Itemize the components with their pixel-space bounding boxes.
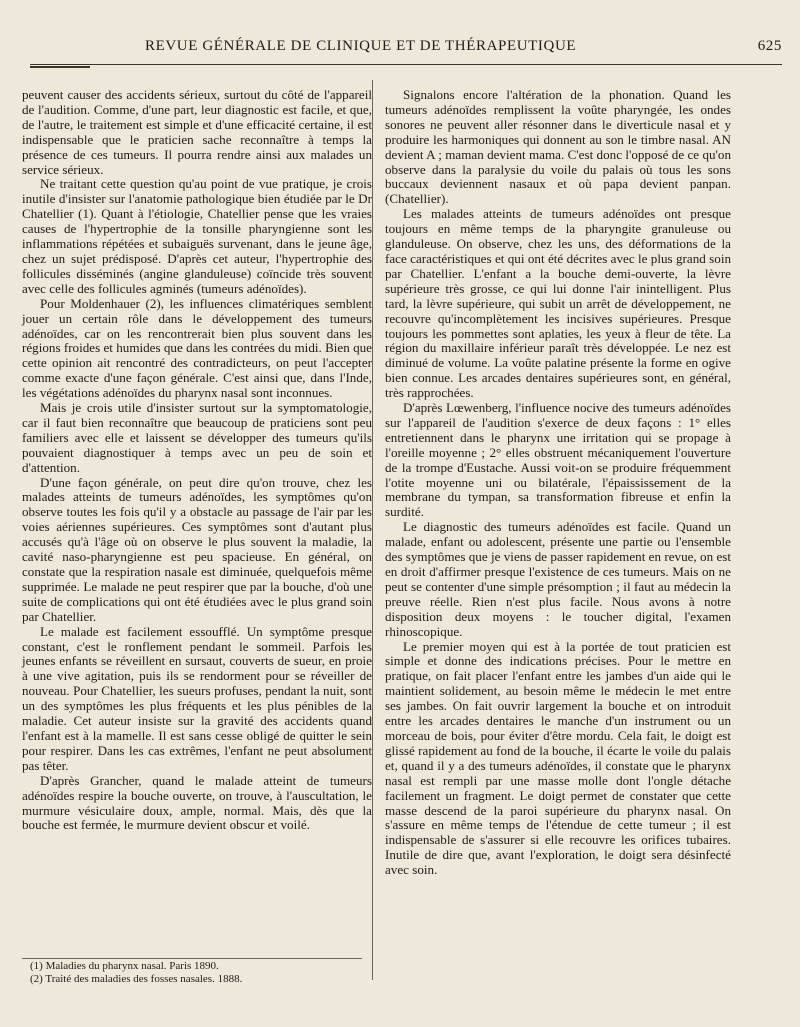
paragraph: peuvent causer des accidents sérieux, surtout du côté de l'appareil de l'audition. Comme, d'une part, leur diagnostic est facile, et que, de l'autre, le traitement est simple et d'une efficacité certaine, il est indispensable que le praticien sache reconnaître à temps la présence de ces tumeurs. Il pourra rendre ainsi aux malades un service sérieux. [22, 87, 372, 177]
header-rule [30, 64, 782, 65]
paragraph: D'après Lœwenberg, l'influence nocive des tumeurs adénoïdes sur l'appareil de l'audition s'exerce de deux façons : 1° elles entretiennent dans le pharynx une irritation qui se propage à l'oreille moyenne ; 2° elles obstruent mécaniquement l'ouverture de la trompe d'Eustache. Aussi voit-on se produire fréquemment l'otite moyenne uni ou bilatérale, l'épaississement de la membrane du tympan, sa transformation fibreuse et enfin la surdité. [385, 400, 731, 520]
running-header [30, 36, 782, 60]
paragraph: D'une façon générale, on peut dire qu'on trouve, chez les malades atteints de tumeurs adénoïdes, les symptômes qu'on observe toutes les fois qu'il y a obstacle au passage de l'air par les voies aériennes supérieures. Ces symptômes sont d'autant plus accusés qu'à l'âge où on observe le plus souvent la maladie, la cavité naso-pharyngienne est peu spacieuse. En général, on constate que la respiration nasale est diminuée, quelquefois même supprimée. Le malade ne peut respirer que par la bouche, d'où une suite de complications qui ont été étudiées avec le plus grand soin par Chatellier. [22, 474, 372, 624]
paragraph: Pour Moldenhauer (2), les influences climatériques semblent jouer un certain rôle dans le développement des tumeurs adénoïdes, car on les rencontrerait bien plus souvent dans les régions froides et humides que dans les contrées du midi. Bien que cette opinion ait rencontré des contradicteurs, on peut l'accepter comme exacte d'une façon générale. C'est ainsi que, dans l'Inde, les végétations adénoïdes du pharynx nasal sont inconnues. [22, 295, 372, 401]
left-column [22, 88, 372, 833]
journal-title: REVUE GÉNÉRALE DE CLINIQUE ET DE THÉRAPEUTIQUE [145, 38, 577, 54]
paragraph: Les malades atteints de tumeurs adénoïdes ont presque toujours en même temps de la pharyngite granuleuse ou glanduleuse. On observe, chez les uns, des déformations de la face caractéristiques et qui ont été décrites avec le plus grand soin par Chatellier. L'enfant a la bouche demi-ouverte, la lèvre supérieure très grosse, ce qui lui donne l'air inintelligent. Plus tard, la lèvre supérieure, qui subit un arrêt de développement, ne recouvre qu'incomplètement les incisives supérieures. Presque toujours les pommettes sont aplaties, les yeux à fleur de tête. La région du maxillaire inférieur paraît très développée. Le nez est diminué de volume. La voûte palatine présente la forme en ogive bien connue. Les arcades dentaires supérieures sont, en général, très rapprochées. [385, 206, 731, 401]
paragraph: Signalons encore l'altération de la phonation. Quand les tumeurs adénoïdes remplissent la voûte pharyngée, les ondes sonores ne peuvent aller résonner dans le diverticule nasal et y produire les harmoniques qui donnent au son le timbre nasal. AN devient A ; maman devient mama. C'est donc l'opposé de ce qu'on observe dans la paralysie du voile du palais où tous les sons buccaux deviennent nasaux et où papa devient panpan. (Chatellier). [385, 87, 731, 207]
paragraph: D'après Grancher, quand le malade atteint de tumeurs adénoïdes respire la bouche ouverte, on trouve, à l'auscultation, le murmure vésiculaire doux, ample, normal. Mais, dès que la bouche est fermée, le murmure devient obscur et voilé. [22, 772, 372, 833]
paragraph: Le malade est facilement essoufflé. Un symptôme presque constant, c'est le ronflement pendant le sommeil. Parfois les jeunes enfants se réveillent en sursaut, couverts de sueur, en proie à une vive agitation, puis ils se rendorment pour se réveiller de nouveau. Pour Chatellier, les sueurs profuses, pendant la nuit, sont un des symptômes les plus fréquents et les plus pénibles de la maladie. Cet auteur insiste sur la gravité des accidents quand l'enfant est à la mamelle. Il est sans cesse obligé de quitter le sein pour respirer. Dans les cas extrêmes, l'enfant ne peut absolument pas têter. [22, 623, 372, 773]
footnote: (1) Maladies du pharynx nasal. Paris 1890. [30, 960, 219, 972]
footnote: (2) Traité des maladies des fosses nasales. 1888. [30, 973, 243, 985]
footnote-rule [22, 958, 362, 959]
page-number: 625 [757, 38, 782, 54]
paragraph: Le diagnostic des tumeurs adénoïdes est facile. Quand un malade, enfant ou adolescent, présente une partie ou l'ensemble des symptômes que je viens de passer rapidement en revue, on est en droit d'affirmer presque l'existence de ces tumeurs. Mais on ne peut se contenter d'une simple présomption ; il faut au médecin la preuve réelle. Rien n'est plus facile. Nous avons à notre disposition deux moyens : le toucher digital, l'examen rhinoscopique. [385, 519, 731, 639]
paragraph: Mais je crois utile d'insister surtout sur la symptomatologie, car il faut bien reconnaître que beaucoup de praticiens sont peu familiers avec elle et laissent se développer des tumeurs qu'ils pouvaient diagnostiquer à temps avec un peu de soin et d'attention. [22, 400, 372, 475]
footnotes [22, 960, 362, 986]
right-column [385, 88, 731, 878]
column-divider [372, 80, 373, 980]
paragraph: Ne traitant cette question qu'au point de vue pratique, je crois inutile d'insister sur l'anatomie pathologique bien étudiée par le Dr Chatellier (1). Quant à l'étiologie, Chatellier pense que les vraies causes de l'hypertrophie de la tonsille pharyngienne sont les inflammations répétées et subaiguës survenant, dans le jeune âge, chez un sujet prédisposé. D'après cet auteur, l'hypertrophie des follicules disséminés (angine glanduleuse) coïncide très souvent avec celle des follicules agminés (tumeurs adénoïdes). [22, 176, 372, 296]
header-rule-accent [30, 66, 90, 68]
paragraph: Le premier moyen qui est à la portée de tout praticien est simple et donne des indications précises. Pour le mettre en pratique, on fait placer l'enfant entre les jambes d'un aide qui le maintient solidement, au besoin même le médecin le met entre ses jambes. On fait ouvrir largement la bouche et on introduit entre les arcades dentaires le manche d'un instrument ou un morceau de bois, pour éviter d'être mordu. Cela fait, le doigt est glissé rapidement au fond de la bouche, il écarte le voile du palais et, quand il y a des tumeurs adénoïdes, il constate que le pharynx nasal est rempli par une masse molle dont l'ongle détache facilement un fragment. Le doigt permet de constater que cette masse descend de la paroi supérieure du pharynx nasal. On s'assure en même temps de l'étendue de cette tumeur ; il est indispensable de s'assurer si elle recouvre les orifices tubaires. Inutile de dire que, avant l'exploration, le doigt sera désinfecté avec soin. [385, 638, 731, 878]
